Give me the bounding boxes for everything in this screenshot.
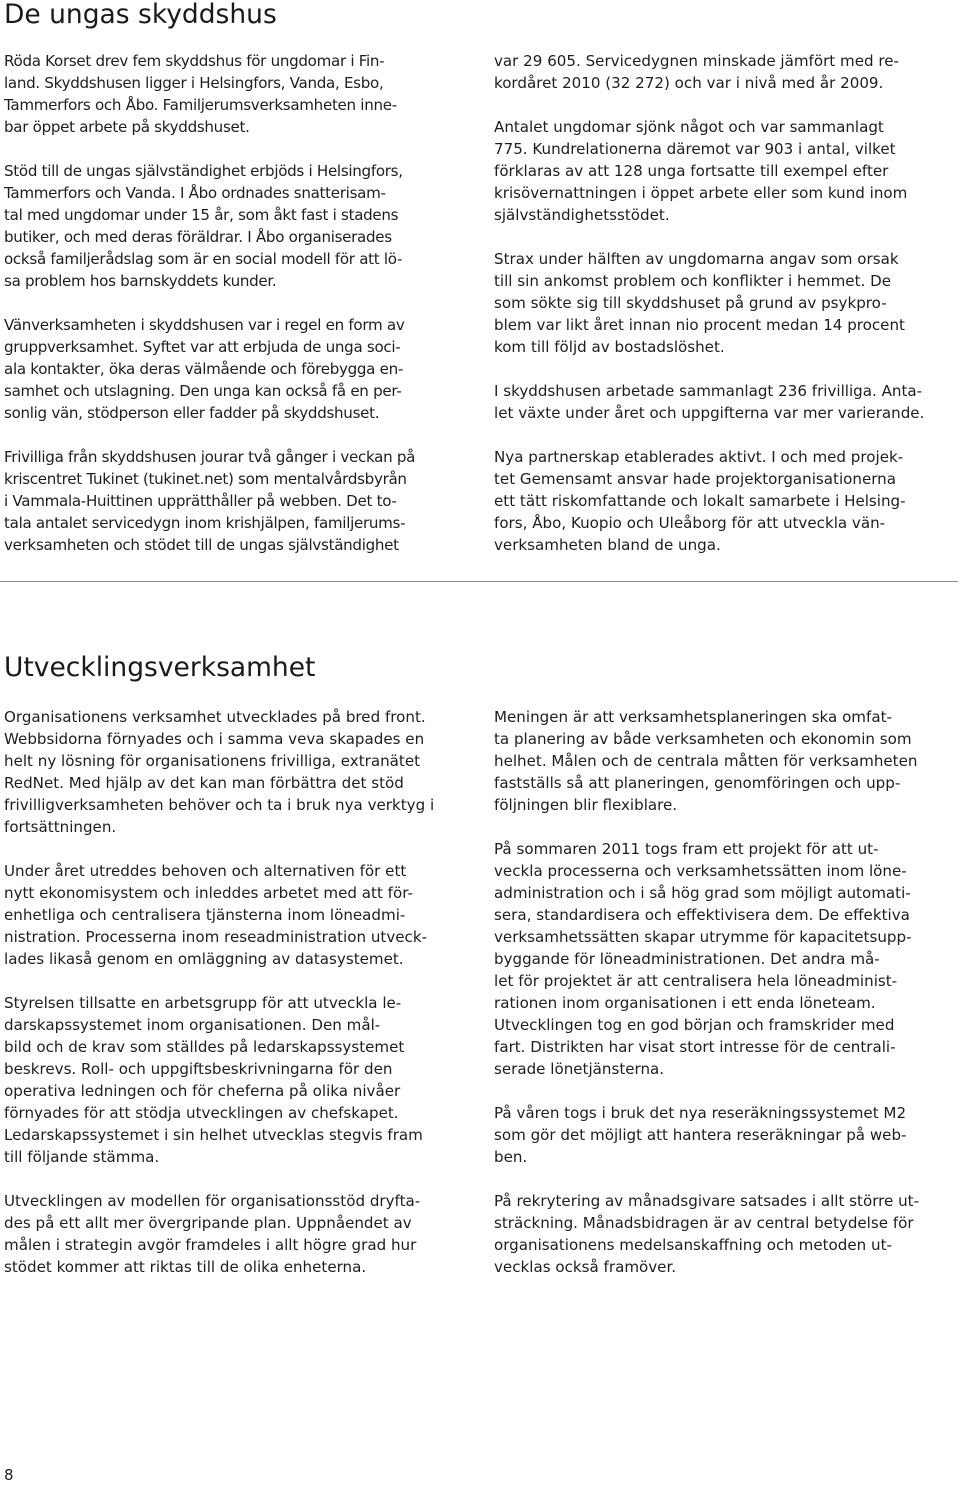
- text-line: operativa ledningen och för cheferna på olika nivåer: [4, 1082, 401, 1100]
- text-column-utveckling-right: [494, 706, 956, 1278]
- text-line: rationen inom organisationen i ett enda löneteam.: [494, 994, 876, 1012]
- text-line: lades likaså genom en omläggning av datasystemet.: [4, 950, 404, 968]
- page-number: 8: [4, 1466, 14, 1484]
- text-line: verksamhetssätten skapar utrymme för kapacitetsupp-: [494, 928, 912, 946]
- text-line: RedNet. Med hjälp av det kan man förbättra det stöd: [4, 774, 404, 792]
- text-line: På sommaren 2011 togs fram ett projekt för att ut-: [494, 840, 879, 858]
- text-line: Webbsidorna förnyades och i samma veva skapades en: [4, 730, 425, 748]
- text-line: verksamheten och stödet till de ungas självständighet: [4, 536, 399, 554]
- text-line: Vänverksamheten i skyddshusen var i regel en form av: [4, 316, 405, 334]
- text-line: På rekrytering av månadsgivare satsades i allt större ut-: [494, 1192, 920, 1210]
- paragraph: [4, 160, 466, 292]
- text-line: verksamheten bland de unga.: [494, 536, 721, 554]
- text-line: des på ett allt mer övergripande plan. Uppnåendet av: [4, 1214, 412, 1232]
- text-line: 775. Kundrelationerna däremot var 903 i antal, vilket: [494, 140, 896, 158]
- text-line: följningen blir flexiblare.: [494, 796, 678, 814]
- text-line: Tammerfors och Åbo. Familjerumsverksamheten inne-: [4, 96, 397, 114]
- text-line: beskrevs. Roll- och uppgiftsbeskrivningarna för den: [4, 1060, 393, 1078]
- text-line: självständighetsstödet.: [494, 206, 670, 224]
- text-line: administration och i så hög grad som möjligt automati-: [494, 884, 911, 902]
- paragraph: [494, 1190, 956, 1278]
- text-line: På våren togs i bruk det nya reseräkningssystemet M2: [494, 1104, 907, 1122]
- section-heading-skyddshus: De ungas skyddshus: [4, 0, 277, 30]
- text-line: som sökte sig till skyddshuset på grund av psykpro-: [494, 294, 887, 312]
- text-line: tet Gemensamt ansvar hade projektorganisationerna: [494, 470, 896, 488]
- text-line: Frivilliga från skyddshusen jourar två gånger i veckan på: [4, 448, 416, 466]
- text-line: ett tätt riskomfattande och lokalt samarbete i Helsing-: [494, 492, 906, 510]
- paragraph: [494, 380, 956, 424]
- text-line: till följande stämma.: [4, 1148, 160, 1166]
- text-line: kriscentret Tukinet (tukinet.net) som mentalvårdsbyrån: [4, 470, 407, 488]
- paragraph: [4, 992, 466, 1168]
- text-line: tal med ungdomar under 15 år, som åkt fast i stadens: [4, 206, 399, 224]
- text-line: fart. Distrikten har visat stort intresse för de centrali-: [494, 1038, 896, 1056]
- text-line: let för projektet är att centralisera hela löneadminist-: [494, 972, 898, 990]
- text-line: tala antalet servicedygn inom krishjälpen, familjerums-: [4, 514, 406, 532]
- text-line: bild och de krav som ställdes på ledarskapssystemet: [4, 1038, 405, 1056]
- text-line: förklaras av att 128 unga fortsatte till exempel efter: [494, 162, 889, 180]
- text-line: ben.: [494, 1148, 528, 1166]
- text-line: veckla processerna och verksamhetssätten inom löne-: [494, 862, 907, 880]
- text-line: Meningen är att verksamhetsplaneringen ska omfat-: [494, 708, 892, 726]
- text-line: helt ny lösning för organisationens frivilliga, extranätet: [4, 752, 421, 770]
- text-line: Under året utreddes behoven och alternativen för ett: [4, 862, 407, 880]
- paragraph: [494, 116, 956, 226]
- text-line: Nya partnerskap etablerades aktivt. I och med projek-: [494, 448, 904, 466]
- text-line: serade lönetjänsterna.: [494, 1060, 665, 1078]
- section-divider: [0, 581, 958, 582]
- text-line: ta planering av både verksamheten och ekonomin som: [494, 730, 912, 748]
- text-line: fors, Åbo, Kuopio och Uleåborg för att utveckla vän-: [494, 514, 886, 532]
- text-line: I skyddshusen arbetade sammanlagt 236 frivilliga. Anta-: [494, 382, 923, 400]
- text-line: Styrelsen tillsatte en arbetsgrupp för att utveckla le-: [4, 994, 402, 1012]
- text-line: helhet. Målen och de centrala måtten för verksamheten: [494, 752, 918, 770]
- text-line: till sin ankomst problem och konflikter i hemmet. De: [494, 272, 892, 290]
- text-column-skyddshus-left: [4, 50, 466, 556]
- paragraph: [494, 248, 956, 358]
- text-line: ala kontakter, öka deras välmående och förebygga en-: [4, 360, 404, 378]
- paragraph: [494, 706, 956, 816]
- text-line: också familjerådslag som är en social modell för att lö-: [4, 250, 403, 268]
- paragraph: [4, 706, 466, 838]
- text-column-skyddshus-right: [494, 50, 956, 556]
- text-line: gruppverksamhet. Syftet var att erbjuda de unga soci-: [4, 338, 401, 356]
- text-line: sonlig vän, stödperson eller fadder på skyddshuset.: [4, 404, 380, 422]
- paragraph: [494, 1102, 956, 1168]
- text-column-utveckling-left: [4, 706, 466, 1278]
- text-line: fastställs så att planeringen, genomföringen och upp-: [494, 774, 901, 792]
- text-line: bar öppet arbete på skyddshuset.: [4, 118, 250, 136]
- text-line: Tammerfors och Vanda. I Åbo ordnades snatterisam-: [4, 184, 386, 202]
- text-line: sa problem hos barnskyddets kunder.: [4, 272, 277, 290]
- text-line: fortsättningen.: [4, 818, 117, 836]
- text-line: Stöd till de ungas självständighet erbjöds i Helsingfors,: [4, 162, 403, 180]
- text-line: land. Skyddshusen ligger i Helsingfors, Vanda, Esbo,: [4, 74, 384, 92]
- text-line: Strax under hälften av ungdomarna angav som orsak: [494, 250, 899, 268]
- text-line: blem var likt året innan nio procent medan 14 procent: [494, 316, 905, 334]
- text-line: var 29 605. Servicedygnen minskade jämfört med re-: [494, 52, 899, 70]
- text-line: förnyades för att stödja utvecklingen av chefskapet.: [4, 1104, 399, 1122]
- text-line: nytt ekonomisystem och inleddes arbetet med att för-: [4, 884, 413, 902]
- paragraph: [494, 838, 956, 1080]
- text-line: Organisationens verksamhet utvecklades på bred front.: [4, 708, 426, 726]
- text-line: organisationens medelsanskaffning och metoden ut-: [494, 1236, 892, 1254]
- text-line: Ledarskapssystemet i sin helhet utvecklas stegvis fram: [4, 1126, 423, 1144]
- text-line: Utvecklingen tog en god början och framskrider med: [494, 1016, 895, 1034]
- text-line: butiker, och med deras föräldrar. I Åbo organiserades: [4, 228, 392, 246]
- paragraph: [494, 446, 956, 556]
- text-line: byggande för löneadministrationen. Det andra må-: [494, 950, 880, 968]
- text-line: sträckning. Månadsbidragen är av central betydelse för: [494, 1214, 914, 1232]
- text-line: krisövernattningen i öppet arbete eller som kund inom: [494, 184, 908, 202]
- paragraph: [4, 446, 466, 556]
- text-line: frivilligverksamheten behöver och ta i bruk nya verktyg i: [4, 796, 435, 814]
- text-line: kordåret 2010 (32 272) och var i nivå med år 2009.: [494, 74, 884, 92]
- text-line: enhetliga och centralisera tjänsterna inom löneadmi-: [4, 906, 406, 924]
- text-line: Röda Korset drev fem skyddshus för ungdomar i Fin-: [4, 52, 385, 70]
- paragraph: [4, 860, 466, 970]
- text-line: målen i strategin avgör framdeles i allt högre grad hur: [4, 1236, 417, 1254]
- text-line: Antalet ungdomar sjönk något och var sammanlagt: [494, 118, 884, 136]
- section-heading-utveckling: Utvecklingsverksamhet: [4, 652, 316, 683]
- paragraph: [4, 1190, 466, 1278]
- text-line: stödet kommer att riktas till de olika enheterna.: [4, 1258, 367, 1276]
- text-line: i Vammala-Huittinen upprätthåller på webben. Det to-: [4, 492, 397, 510]
- paragraph: [4, 50, 466, 138]
- text-line: vecklas också framöver.: [494, 1258, 677, 1276]
- paragraph: [494, 50, 956, 94]
- text-line: sera, standardisera och effektivisera dem. De effektiva: [494, 906, 910, 924]
- text-line: darskapssystemet inom organisationen. Den mål-: [4, 1016, 381, 1034]
- text-line: som gör det möjligt att hantera reseräkningar på web-: [494, 1126, 907, 1144]
- text-line: samhet och utslagning. Den unga kan också få en per-: [4, 382, 402, 400]
- text-line: let växte under året och uppgifterna var mer varierande.: [494, 404, 925, 422]
- text-line: nistration. Processerna inom reseadministration utveck-: [4, 928, 428, 946]
- text-line: Utvecklingen av modellen för organisationsstöd dryfta-: [4, 1192, 421, 1210]
- paragraph: [4, 314, 466, 424]
- text-line: kom till följd av bostadslöshet.: [494, 338, 725, 356]
